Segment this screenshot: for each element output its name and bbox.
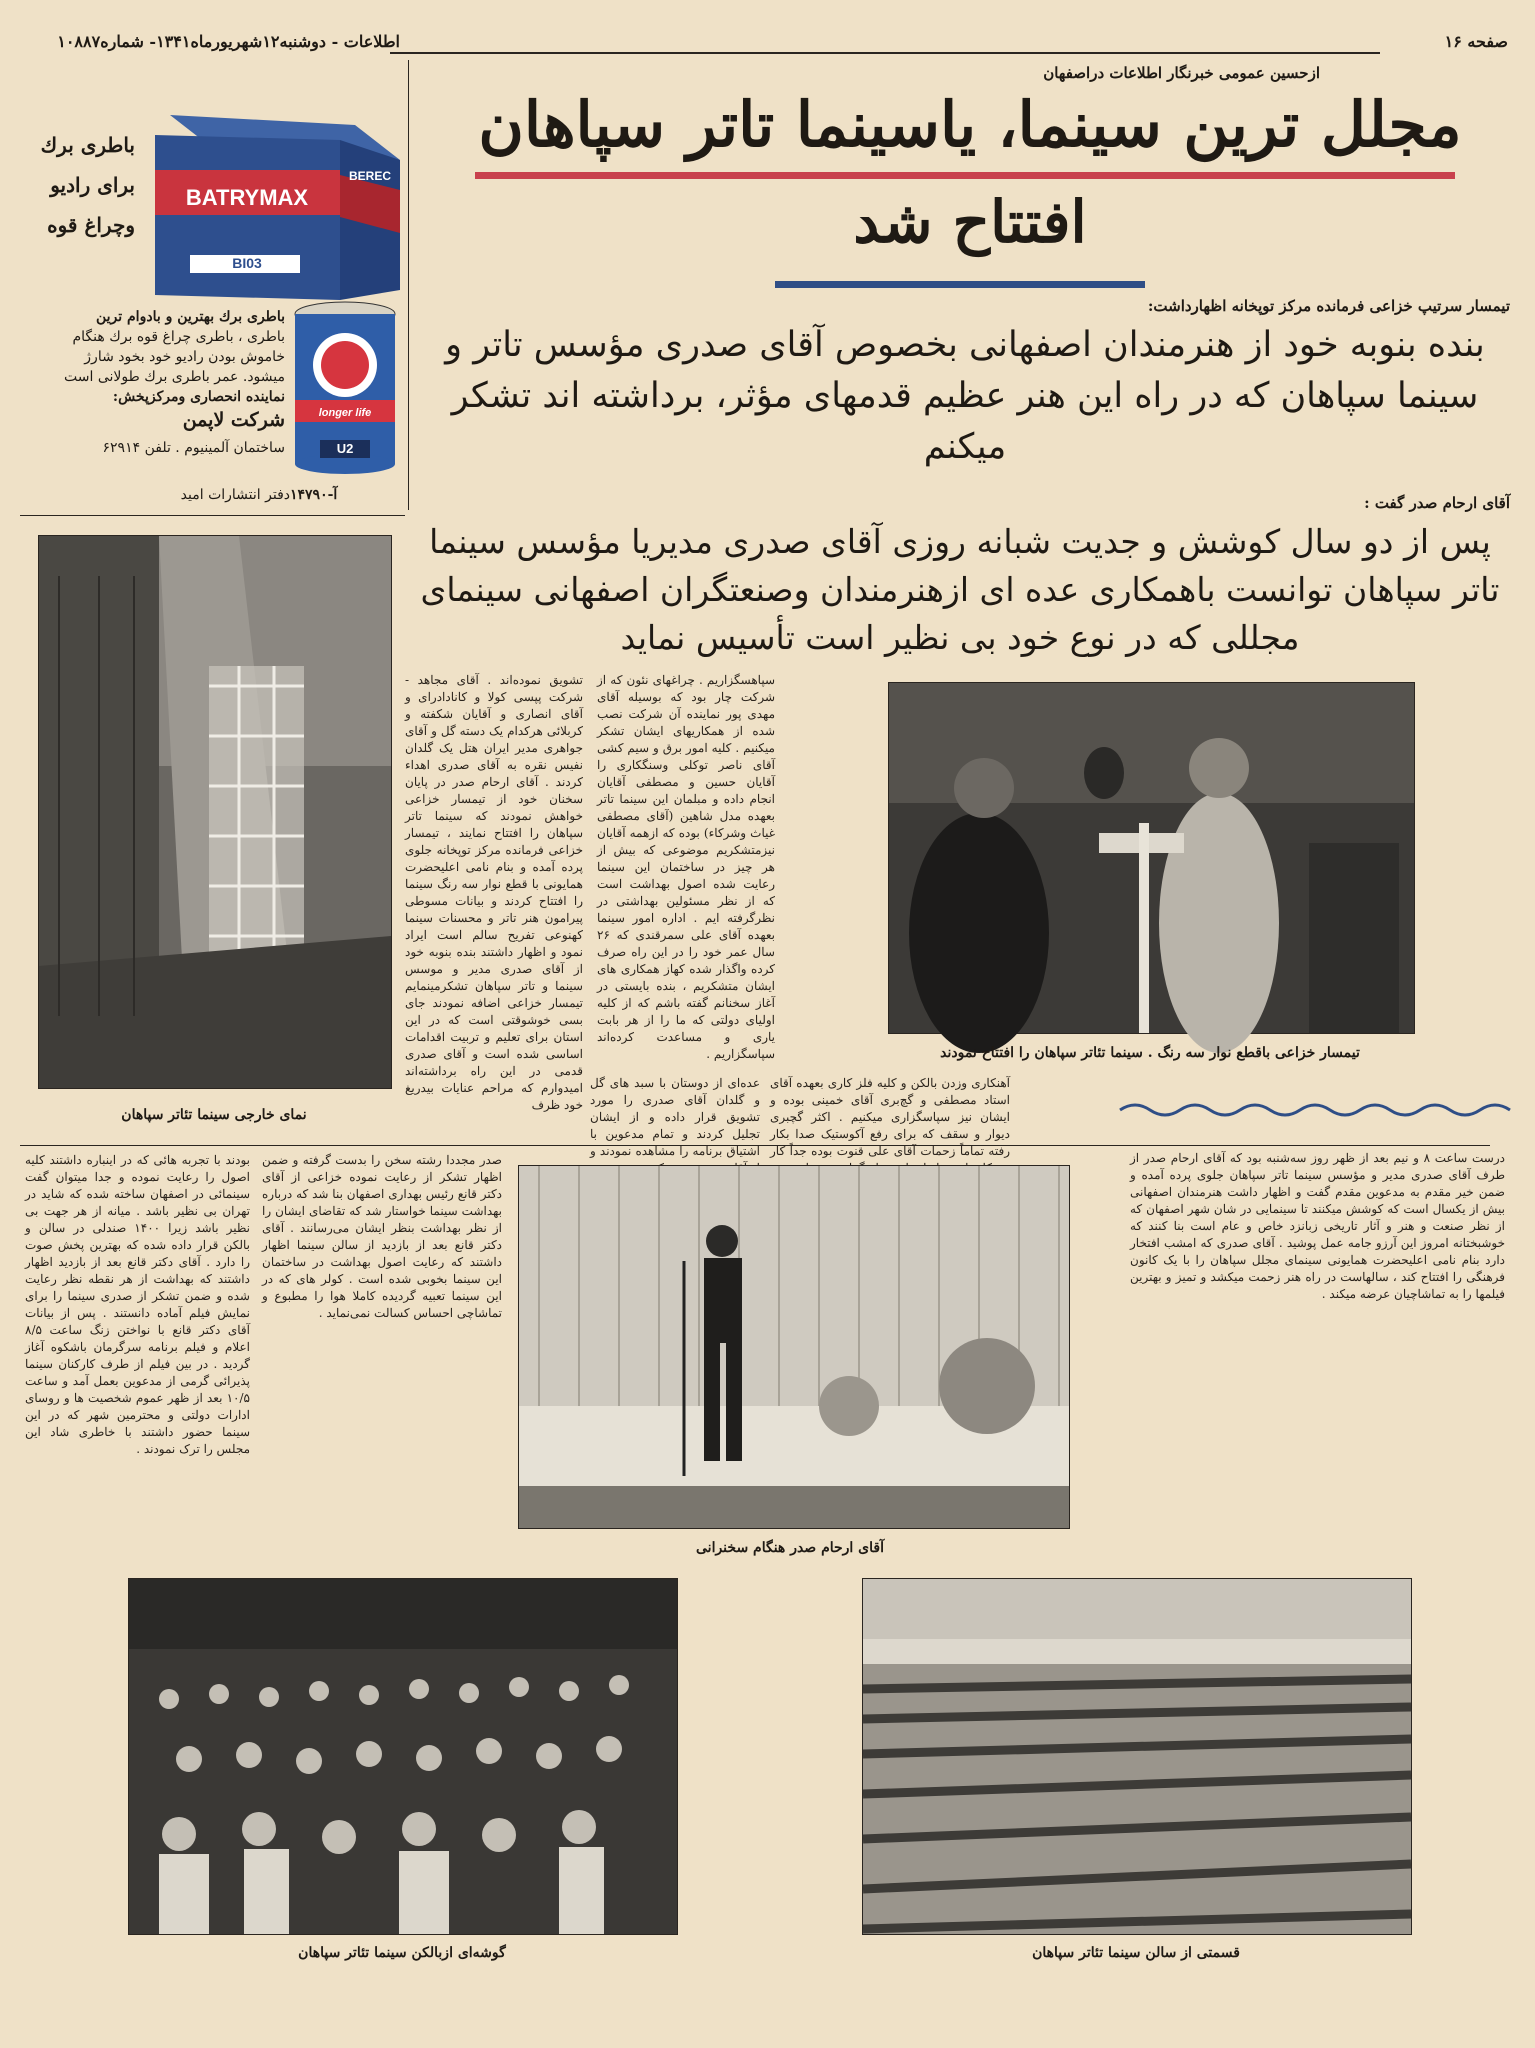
- box-model-text: BI03: [232, 255, 262, 271]
- ad-line-3: وچراغ قوه: [47, 213, 135, 237]
- article-kicker: ازحسین عمومی خبرنگار اطلاعات دراصفهان: [1043, 64, 1320, 82]
- speaker1-label: تیمسار سرتیپ خزاعی فرمانده مرکز توپخانه اظهارداشت:: [1147, 297, 1510, 315]
- issue-line: اطلاعات - دوشنبه۱۲شهریورماه۱۳۴۱- شماره۱۰۸۸۷: [57, 32, 400, 51]
- article-subhead: افتتاح شد: [853, 188, 1087, 256]
- ribbon-cutting-photo: [888, 682, 1415, 1034]
- caption-balcony: گوشه‌ای ازبالکن سینما تئاتر سپاهان: [298, 1945, 506, 1961]
- ad-address: ساختمان آلمینیوم . تلفن ۶۲۹۱۴: [102, 440, 285, 456]
- ad-body-1: باطری برك بهترین و بادوام ترین: [95, 309, 285, 325]
- balcony-photo: [128, 1578, 678, 1935]
- exterior-photo: [38, 535, 392, 1089]
- ad-line-1: باطری برك: [40, 133, 135, 157]
- text-column-b: تشویق نموده‌اند . آقای مجاهد - شرکت پپسی کولا و کاناداد‌رای و آقای انصاری و آقایان شکفته و کربلائی هرکدام یک دسته گل و آقای جواهری مدیر ایران هتل یک گلدان نفیس نقره به آقای صدری اهداء کردند . آقای ارحام صدر در پایان سخنان خود از تیمسار خزاعی خواهش نمودند که سینما تاتر سپاهان را افتتاح نمایند ، تیمسار خزاعی فرمانده مرکز توپخانه جلوی پرده آمده و بنام نامی اعلیحضرت همایونی با قطع نوار سه رنگ سینما را افتتاح کردند و بیانات مسوطی پیرامون هنر تاتر و محسنات سینما کهنوعی تفریح سالم است ایراد نمود و اظهار داشتند بنده بنوبه خود از آقای صدری مدیر و موسس سینما و تاتر سپاهان تشکرمینمایم تیمسار خزاعی اضافه نمودند جای بسی خوشوقتی است که در این استان برای تعلیم و تربیت اقدامات اساسی شده است و آقای صدری قدمی در این راه برداشته‌اند امیدوارم که مراحم عنایات بیدریغ خود ظرف: [405, 673, 583, 1112]
- ad-body-3: خاموش بودن رادیو خود بخود شارژ: [84, 349, 285, 365]
- text-column-g: آهنکاری وزدن بالکن و کلیه فلز کاری بعهده آقای استاد مصطفی و گچ‌بری آقای خمینی بوده و ایشان نیز سپاسگزاری میکنیم . اکثر گچبری دیوار و سقف که برای رفع آکوستیک صدا بکار رفته تماماً زحمات آقای علی قنوت بوده جداً کار: [770, 1076, 1010, 1158]
- hall-photo: [862, 1578, 1412, 1935]
- text-column-d: بودند با تجربه هائی که در اینباره داشتند کلیه اصول را رعایت نموده و جدا میتوان گفت سینمائی در اصفهان ساخته شده که شاید در تهران بی نظیر باشد . میانه از هر جهت بی نظیر باشد زیرا ۱۴۰۰ صندلی در سالن و بالکن قرار داده شده که بهترین پخش صوت را دارد . آقای دکتر قانع بعد از بازدید اظهار داشتند که بهداشت از هر نقطه نظر رعایت شده و ضمن تشکر از صدری سینما را برای نمایش فیلم آماده دانستند . پس از بیانات آقای دکتر قانع با نواختن زنگ ساعت ۸/۵ اعلام و فیلم برنامه سرگرمان باشکوه آغاز گردید . در بین فیلم از طرف کارکنان سینما پذیرائی گرمی از مدعوین بعمل آمد و ساعت ۱۰/۵ بعد از ظهر عموم شخصیت ها و روسای ادارات دولتی و محترمین شهر که در این سینما حضور داشتند با خاطری شاد این مجلس را ترک نمودند .: [25, 1153, 251, 1456]
- article-headline: مجلل ترین سینما، یاسینما تاتر سپاهان: [478, 88, 1462, 161]
- header-rule: [390, 52, 1380, 54]
- caption-exterior: نمای خارجی سینما تئاتر سپاهان: [121, 1107, 307, 1123]
- red-rule: [475, 172, 1455, 179]
- battery-box-image: [155, 105, 410, 305]
- box-small-brand: BEREC: [348, 169, 392, 183]
- ad-agency: دفتر انتشارات امید: [180, 487, 290, 503]
- ad-body-5: نماینده انحصاری ومرکزپخش:: [112, 389, 285, 405]
- can-model-text: U2: [336, 441, 354, 456]
- can-slogan-text: longer life: [318, 407, 372, 419]
- text-column-h: عده‌ای از دوستان با سبد های گل و گلدان آقای صدری را مورد تشویق قرار داده و از ایشان تجلیل کردند و تمام مدعوین با اشتیاق برنامه را مشاهده نمودند و: [590, 1076, 760, 1158]
- quote-1: بنده بنوبه خود از هنرمندان اصفهانی بخصوص آقای صدری مؤسس تاتر و سینما سپاهان که در راه این هنر عظیم قدمهای مؤثر، برداشته اند تشکر میکنم: [445, 325, 1485, 467]
- ad-code: آ-۱۴۷۹۰: [290, 487, 338, 503]
- decorative-wave: [1120, 1100, 1510, 1120]
- ad-body-2: باطری ، باطری چراغ قوه برك هنگام: [72, 329, 285, 345]
- page-number: صفحه ۱۶: [1444, 32, 1508, 51]
- caption-speech: آقای ارحام صدر هنگام سخنرانی: [696, 1540, 884, 1556]
- ad-bottom-rule: [20, 515, 405, 516]
- ad-body-4: میشود. عمر باطری برك طولانی است: [64, 369, 285, 385]
- text-column-e: درست ساعت ۸ و نیم بعد از ظهر روز سه‌شنبه بود که آقای ارحام صدر از طرف آقای صدری مدیر و مؤسس سینما تاتر سپاهان جلوی پرده آمده و ضمن خیر مقدم به مدعوین مقدم گفت و اظهار داشت هنرمندان اصفهانی بیش از یکسال است که کوشش میکنند تا سینمایی در شان شهر اصفهان که از نظر صنعت و هنر و آثار تاریخی زبانزد خاص و عام است بنا کنند که خوشبختانه امروز این آرزو جامه عمل پوشید . آقای صدری که امشب افتخار دارد بنام نامی اعلیحضرت همایونی سینمای مجلل سپاهان را با یک کانون فرهنگی را افتتاح کند ، سالهاست در راه هنر زحمت میکشد و تمیز و بهترین فیلمها را به تماشاچیان عرضه میکند .: [1130, 1151, 1505, 1301]
- text-column-c: صدر مجددا رشته سخن را بدست گرفته و ضمن اظهار تشکر از رعایت نموده خزاعی از آقای دکتر قانع رئیس بهداری اصفهان بنا شد که درباره بهداشت سینما خواستار شد که تقاضای ایشان را از نظر بهداشت بنظر ایشان می‌رسانند . آقای دکتر قانع بعد از بازدید از سالن سینما اظهار داشتند که رعایت اصول بهداشت در ساختمان این سینما بخوبی شده است . کولر های که در این سینما تعبیه گردیده کاملا هوا را مطبوع و تماشاچی احساس کسالت نمی‌نماید .: [262, 1153, 502, 1320]
- battery-can-image: [290, 300, 400, 475]
- text-column-a: سپاهسگزاریم . چراغهای نئون که از شرکت چار بود که بوسیله آقای مهدی پور نماینده آن شرکت نصب شده از همکاریهای ایشان تشکر میکنیم . کلیه امور برق و سیم کشی آقای ناصر توکلی وسنگکاری را آقایان حسین و مصطفی آقایان انجام داده و مبلمان این سینما تاتر بعهده مدل شاهین (آقای مصطفی غیاث وشرکاء) بوده که ازهمه آقایان نیزمتشکریم موضوعی که بیش از هر چیز در ساختمان این سینما رعایت شده اصول بهداشت است که از نظر مسئولین بهداشتی در نظرگرفته ایم . اداره امور سینما بعهده آقای علی سمرقندی که ۲۶ سال عمر خود را در این راه صرف کرده واگذار شده کهاز همکاری های ایشان متشکریم ، بنده بایستی در آغاز سخنانم گفته باشم که از کلیه اولیای دولتی که ما را از هر بابت یاری و مساعدت کرده‌اند سپاسگزاریم .: [597, 673, 775, 1061]
- battery-ad: [20, 60, 405, 520]
- ad-company: شرکت لاپمن: [182, 409, 285, 431]
- caption-ribbon: تیمسار خزاعی باقطع نوار سه رنگ . سینما تئاتر سپاهان را افتتاح نمودند: [940, 1045, 1360, 1061]
- ad-line-2: برای رادیو: [50, 173, 135, 197]
- speech-photo: [518, 1165, 1070, 1529]
- speaker2-label: آقای ارحام صدر گفت :: [1364, 494, 1510, 512]
- box-brand-text: BATRYMAX: [185, 185, 309, 210]
- blue-rule: [775, 281, 1145, 288]
- quote-2: پس از دو سال کوشش و جدیت شبانه روزی آقای صدری مدیریا مؤسس سینما تاتر سپاهان توانست باهمکاری عده ای ازهنرمندان وصنعتگران اصفهانی سینمای مجللی که در نوع خود بی نظیر است تأسیس نماید: [420, 522, 1500, 657]
- caption-hall: قسمتی از سالن سینما تئاتر سپاهان: [1032, 1945, 1240, 1961]
